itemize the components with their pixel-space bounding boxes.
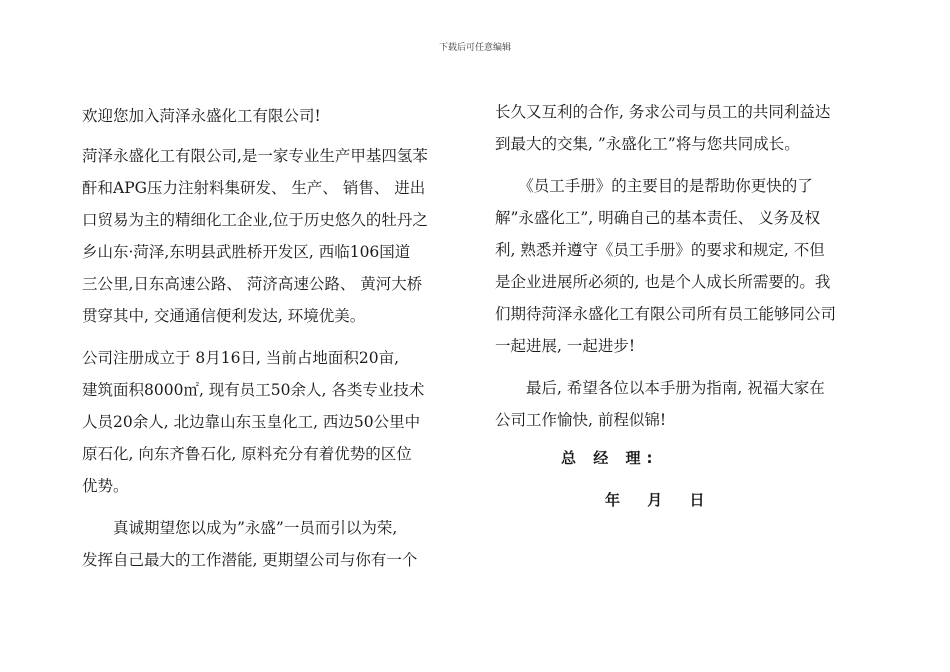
page-header: 下载后可任意编辑 bbox=[438, 43, 511, 53]
text-line: 口贸易为主的精细化工企业,位于历史悠久的牡丹之 bbox=[82, 211, 428, 229]
text-line: 们期待菏泽永盛化工有限公司所有员工能够同公司 bbox=[495, 305, 837, 323]
left-column bbox=[82, 100, 457, 576]
text-line: 公司工作愉快, 前程似锦! bbox=[495, 411, 667, 429]
text-line: 原石化, 向东齐鲁石化, 原料充分有着优势的区位 bbox=[82, 445, 412, 463]
text-line: 最后, 希望各位以本手册为指南, 祝福大家在 bbox=[495, 379, 825, 397]
text-line: 欢迎您加入菏泽永盛化工有限公司! bbox=[82, 107, 321, 125]
text-line: 发挥自己最大的工作潜能, 更期望公司与你有一个 bbox=[82, 551, 418, 569]
text-line: 一起进展, 一起进步! bbox=[495, 337, 636, 355]
text-line: 解”永盛化工”, 明确自己的基本责任、 义务及权 bbox=[495, 209, 821, 227]
text-line: 菏泽永盛化工有限公司,是一家专业生产甲基四氢苯 bbox=[82, 147, 428, 165]
text-line: 长久又互利的合作, 务求公司与员工的共同利益达 bbox=[495, 103, 831, 121]
text-line: 三公里,日东高速公路、 菏济高速公路、 黄河大桥 bbox=[82, 275, 423, 293]
text-line: 《员工手册》的主要目的是帮助你更快的了 bbox=[495, 177, 813, 195]
signature-label: 总 经 理: bbox=[561, 449, 659, 467]
text-line: 利, 熟悉并遵守《员工手册》的要求和规定, 不但 bbox=[495, 241, 825, 259]
text-line: 优势。 bbox=[82, 477, 129, 495]
text-line: 乡山东·菏泽,东明县武胜桥开发区, 西临106国道 bbox=[82, 243, 411, 261]
text-line: 人员20余人, 北边靠山东玉皇化工, 西边50公里中 bbox=[82, 413, 421, 431]
text-line: 贯穿其中, 交通通信便利发达, 环境优美。 bbox=[82, 307, 366, 325]
text-line: 酐和APG压力注射料集研发、 生产、 销售、 进出 bbox=[82, 179, 426, 197]
text-line: 是企业进展所必须的, 也是个人成长所需要的。我 bbox=[495, 273, 831, 291]
text-line: 到最大的交集, ”永盛化工”将与您共同成长。 bbox=[495, 135, 800, 153]
text-line: 真诚期望您以成为”永盛”一员而引以为荣, bbox=[82, 519, 398, 537]
right-column bbox=[495, 96, 865, 516]
text-line: 建筑面积8000㎡, 现有员工50余人, 各类专业技术 bbox=[82, 381, 425, 399]
text-line: 公司注册成立于 8月16日, 当前占地面积20亩, bbox=[82, 349, 400, 367]
date-line: 年 月 日 bbox=[605, 491, 707, 509]
